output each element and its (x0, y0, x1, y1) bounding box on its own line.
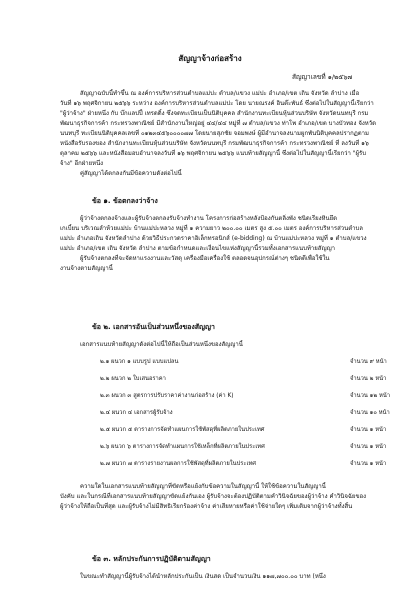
annex-pages: จำนวน ๑๐ หน้า (350, 410, 390, 416)
intro-line: "ผู้ว่าจ้าง" ฝ่ายหนึ่ง กับ บ๊กแลปปี้ เทรดดิ้ง ซึ่งจดทะเบียนเป็นนิติบุคคล สำนักงานทะเบียนหุ้นส่วนบริษัท จังหวัดนนทบุรี กรม (60, 110, 369, 117)
annex-pages: จำนวน ๒ หน้า (350, 376, 387, 382)
annex-pages: จำนวน ๙ หน้า (350, 359, 387, 365)
intro-paragraph (60, 89, 380, 179)
intro-line: ตุลาคม ๒๕๖๖ และหนังสือมอบอำนาจลงวันที่ ๑๖ พฤศจิกายน ๒๕๖๖ แนบท้ายสัญญานี้ ซึ่งต่อไปในสัญญานี้เรียกว่า "ผู้รับ (60, 150, 367, 157)
clause-2-intro-line: เอกสารแนบท้ายสัญญาดังต่อไปนี้ให้ถือเป็นส่วนหนึ่งของสัญญานี้ (80, 341, 243, 348)
annex-name: ๒.๕ ผนวก ๕ ตารางการจัดทำแผนการใช้พัสดุที่ผลิตภายในประเทศ (100, 427, 265, 433)
annex-pages: จำนวน ๑ หน้า (350, 427, 387, 433)
clause-1-body (60, 214, 380, 274)
clause-2-heading: ข้อ ๒. เอกสารอันเป็นส่วนหนึ่งของสัญญา (92, 323, 215, 331)
clause-line: ผู้รับจ้างตกลงที่จะจัดหาแรงงานและวัสดุ เครื่องมือเครื่องใช้ ตลอดจนอุปกรณ์ต่างๆ ชนิดดีเพื่อใช้ใน (80, 255, 330, 262)
clause-1-heading: ข้อ ๑. ข้อตกลงว่าจ้าง (92, 197, 158, 205)
intro-line: จ้าง" อีกฝ่ายหนึ่ง (60, 160, 104, 167)
annex-name: ๒.๒ ผนวก ๒ ใบเสนอราคา (100, 376, 166, 382)
clause-line: งานจ้างตามสัญญานี้ (60, 265, 113, 272)
intro-line: วันที่ ๑๖ พฤศจิกายน ๒๕๖๖ ระหว่าง องค์การบริหารส่วนตำบลแม่ปะ โดย นายณรงค์ อินต๊ะพันธ์ ซึ่งต่อไปในสัญญานี้เรียกว่า (60, 100, 374, 107)
clause-3-body (60, 572, 380, 582)
clause-3-heading: ข้อ ๓. หลักประกันการปฏิบัติตามสัญญา (92, 555, 211, 563)
clause-2-intro (60, 340, 380, 350)
annex-list (100, 356, 410, 476)
intro-line: พัฒนาธุรกิจการค้า กระทรวงพาณิชย์ มีสำนักงานใหญ่อยู่ ๔๔/๔๔ หมู่ที่ ๗ ตำบล/แขวง ท่าโพ อำเภอ/เขต บางบัวทอง จังหวัด (60, 120, 377, 127)
clause-line: แม่ปะ อำเภอเถิน จังหวัดลำปาง ด้วยวิธีประกวดราคาอิเล็กทรอนิกส์ (e-bidding) ณ บ้านแม่ปะหลวง หมู่ที่ ๑ ตำบล/แขวง (60, 235, 367, 242)
annex-name: ๒.๓ ผนวก ๓ สูตรการปรับราคาค่างานก่อสร้าง (ค่า K) (100, 393, 234, 399)
clause-line: ผู้ว่าจ้างให้ถือเป็นที่สุด และผู้รับจ้างไม่มีสิทธิเรียกร้องค่าจ้าง ค่าเสียหายหรือค่าใช้จ่ายใดๆ เพิ่มเติมจากผู้ว่าจ้างทั้งสิ้น (60, 503, 353, 510)
annex-name: ๒.๖ ผนวก ๖ ตารางการจัดทำแผนการใช้เหล็กที่ผลิตภายในประเทศ (100, 444, 265, 450)
clause-line: ในขณะทำสัญญานี้ผู้รับจ้างได้นำหลักประกันเป็น เงินสด เป็นจำนวนเงิน ๑๑๗,๗๐๐.๐๐ บาท (หนึ่ง (80, 573, 326, 580)
clause-line: ความใดในเอกสารแนบท้ายสัญญาที่ขัดหรือแย้งกับข้อความในสัญญานี้ ให้ใช้ข้อความในสัญญานี้ (80, 483, 326, 490)
document-title: สัญญาจ้างก่อสร้าง (178, 54, 242, 63)
clause-line: เกเบี้ยน บริเวณลำห้วยแม่ปะ บ้านแม่ปะหลวง หมู่ที่ ๑ ความยาว ๒๐๐.๐๐ เมตร สูง ๕.๐๐ เมตร องค์การบริหารส่วนตำบล (60, 225, 363, 232)
agreement-statement: คู่สัญญาได้ตกลงกันมีข้อความดังต่อไปนี้ (80, 170, 182, 177)
annex-pages: จำนวน ๑ หน้า (350, 461, 387, 467)
annex-name: ๒.๔ ผนวก ๔ เอกสารผู้รับจ้าง (100, 410, 173, 416)
annex-name: ๒.๑ ผนวก ๑ แบบรูป แบบแปลน (100, 359, 179, 365)
annex-pages: จำนวน ๑ หน้า (350, 444, 387, 450)
clause-line: บังคับ และในกรณีที่เอกสารแนบท้ายสัญญาขัดแย้งกันเอง ผู้รับจ้างจะต้องปฏิบัติตามคำวินิจฉัยของผู้ว่าจ้าง คำวินิจฉัยของ (60, 493, 367, 500)
annex-name: ๒.๗ ผนวก ๗ ตารางรายงานผลการใช้พัสดุที่ผลิตภายในประเทศ (100, 461, 256, 467)
clause-line: แม่ปะ อำเภอ/เขต เถิน จังหวัด ลำปาง ตามข้อกำหนดและเงื่อนไขแห่งสัญญานี้รวมทั้งเอกสารแนบท้ายสัญญา (60, 245, 336, 252)
intro-line: สัญญาฉบับนี้ทำขึ้น ณ องค์การบริหารส่วนตำบลแม่ปะ ตำบล/แขวง แม่ปะ อำเภอ/เขต เถิน จังหวัด ลำปาง เมื่อ (80, 90, 360, 97)
contract-number: สัญญาเลขที่ ๑/๒๕๖๗ (292, 73, 353, 81)
clause-2-conflict-paragraph (60, 482, 380, 512)
clause-line: ผู้ว่าจ้างตกลงจ้างและผู้รับจ้างตกลงรับจ้างทำงาน โครงการก่อสร้างหลังป้องกันตลิ่งพัง ชนิดเรียงหินยึด (80, 215, 337, 222)
intro-line: นนทบุรี ทะเบียนนิติบุคคลเลขที่ ๐๑๒๓๔๕๖๐๐๐๐๗๗ โดยนายสุภชัย จอมพงษ์ ผู้มีอำนาจลงนามผูกพันนิติบุคคลปรากฏตาม (60, 130, 369, 137)
annex-pages: จำนวน ๑๒ หน้า (350, 393, 391, 399)
intro-line: หนังสือรับรองของ สำนักงานทะเบียนหุ้นส่วนบริษัท จังหวัดนนทบุรี กรมพัฒนาธุรกิจการค้า กระทรวงพาณิชย์ ที่ ลงวันที่ ๑๖ (60, 140, 369, 147)
